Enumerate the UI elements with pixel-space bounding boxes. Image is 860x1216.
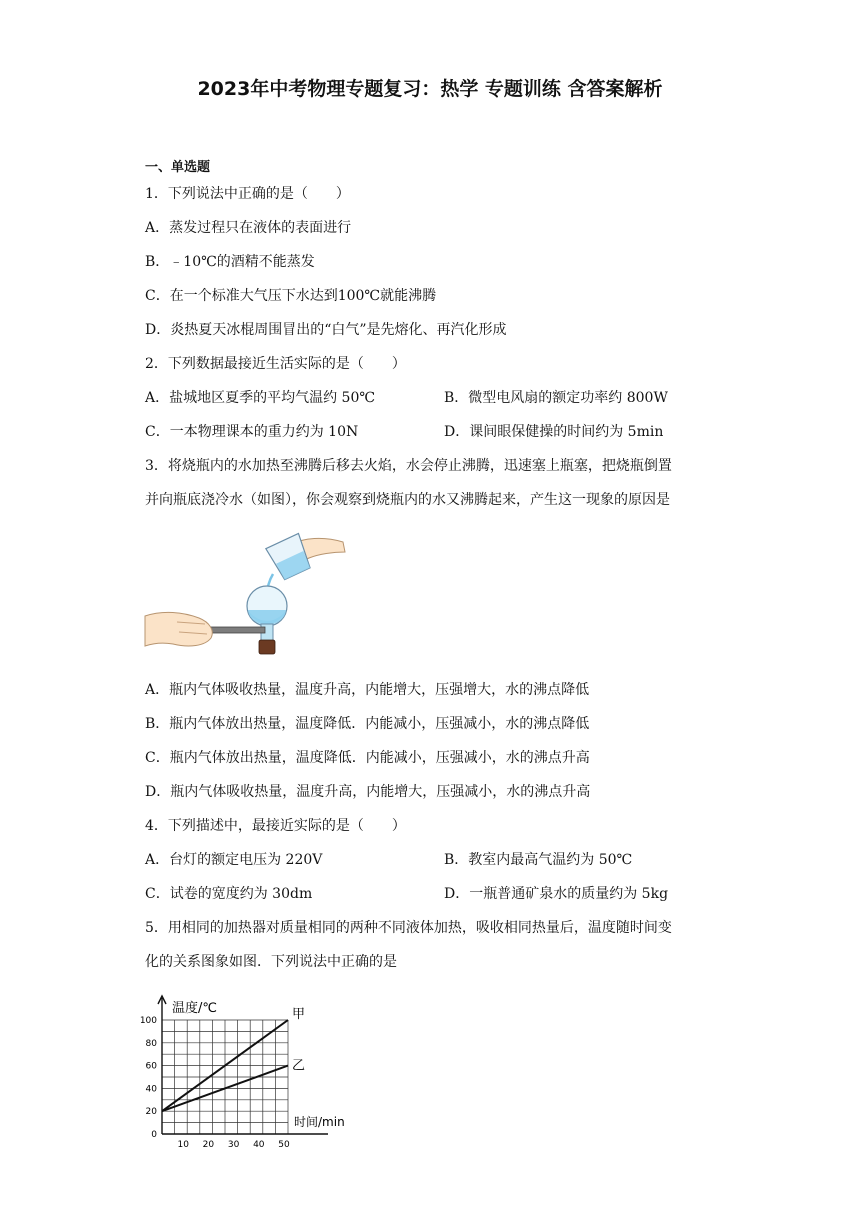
q3-option-d: D．瓶内气体吸收热量，温度升高，内能增大，压强减小，水的沸点升高 bbox=[145, 784, 591, 800]
y-axis-label: 温度/℃ bbox=[172, 1001, 217, 1016]
q2-stem: 2．下列数据最接近生活实际的是（ ） bbox=[145, 356, 406, 372]
x-tick-label: 10 bbox=[177, 1140, 189, 1150]
section-heading: 一、单选题 bbox=[145, 160, 211, 175]
q4-option-c: C．试卷的宽度约为 30dm bbox=[145, 886, 313, 902]
q2-option-b: B．微型电风扇的额定功率约 800W bbox=[444, 390, 668, 406]
q2-option-c: C．一本物理课本的重力约为 10N bbox=[145, 424, 359, 440]
q2-option-d: D．课间眼保健操的时间约为 5min bbox=[444, 424, 664, 440]
q3-option-c: C．瓶内气体放出热量，温度降低．内能减小，压强减小，水的沸点升高 bbox=[145, 750, 590, 766]
q1-option-d: D．炎热夏天冰棍周围冒出的“白气”是先熔化、再汽化形成 bbox=[145, 322, 507, 338]
page-title: 2023年中考物理专题复习：热学 专题训练 含答案解析 bbox=[197, 78, 663, 100]
q4-option-b: B．教室内最高气温约为 50℃ bbox=[444, 852, 633, 868]
x-axis-label: 时间/min bbox=[294, 1115, 345, 1129]
y-tick-label: 60 bbox=[145, 1061, 157, 1072]
series-label-1: 甲 bbox=[292, 1007, 306, 1022]
temperature-time-chart bbox=[138, 982, 368, 1154]
q2-option-a: A．盐城地区夏季的平均气温约 50℃ bbox=[145, 390, 376, 406]
q3-stem-line2: 并向瓶底浇冷水（如图），你会观察到烧瓶内的水又沸腾起来，产生这一现象的原因是 bbox=[145, 492, 670, 508]
x-tick-label: 40 bbox=[253, 1140, 265, 1150]
y-tick-label: 80 bbox=[145, 1038, 157, 1049]
flask-illustration bbox=[143, 526, 353, 666]
x-tick-label: 20 bbox=[202, 1140, 215, 1150]
q4-option-a: A．台灯的额定电压为 220V bbox=[145, 852, 323, 868]
q1-option-b: B．﹣10℃的酒精不能蒸发 bbox=[145, 254, 315, 270]
q5-stem-line2: 化的关系图象如图．下列说法中正确的是 bbox=[145, 954, 397, 970]
q1-option-c: C．在一个标准大气压下水达到100℃就能沸腾 bbox=[145, 288, 437, 304]
q5-stem-line1: 5．用相同的加热器对质量相同的两种不同液体加热，吸收相同热量后，温度随时间变 bbox=[145, 920, 672, 936]
series-label-2: 乙 bbox=[292, 1058, 306, 1074]
x-tick-label: 30 bbox=[227, 1140, 240, 1150]
y-tick-label: 100 bbox=[139, 1016, 157, 1026]
q3-option-a: A．瓶内气体吸收热量，温度升高，内能增大，压强增大，水的沸点降低 bbox=[145, 682, 590, 698]
q1-option-a: A．蒸发过程只在液体的表面进行 bbox=[145, 220, 352, 236]
holding-hand bbox=[145, 612, 212, 646]
stopper bbox=[259, 640, 275, 654]
q1-stem: 1．下列说法中正确的是（ ） bbox=[145, 186, 350, 202]
y-tick-label: 0 bbox=[151, 1130, 157, 1140]
q3-option-b: B．瓶内气体放出热量，温度降低．内能减小，压强减小，水的沸点降低 bbox=[145, 716, 590, 732]
x-tick-label: 50 bbox=[278, 1140, 290, 1150]
y-tick-label: 20 bbox=[145, 1107, 157, 1118]
y-tick-label: 40 bbox=[145, 1084, 157, 1095]
q4-option-d: D．一瓶普通矿泉水的质量约为 5kg bbox=[444, 886, 669, 902]
q3-stem-line1: 3．将烧瓶内的水加热至沸腾后移去火焰，水会停止沸腾，迅速塞上瓶塞，把烧瓶倒置 bbox=[145, 458, 672, 474]
q4-stem: 4．下列描述中，最接近实际的是（ ） bbox=[145, 818, 406, 834]
